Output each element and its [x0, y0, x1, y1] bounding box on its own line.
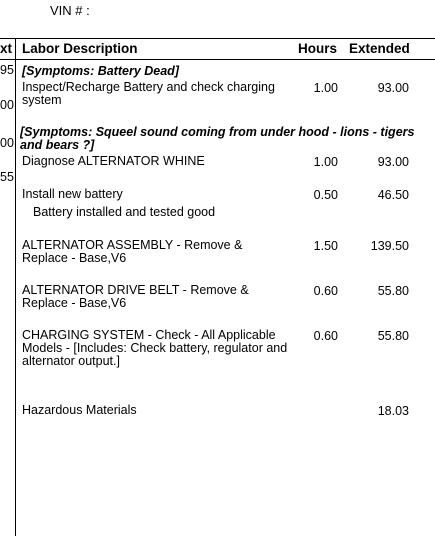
- header-labor-description: Labor Description: [22, 41, 138, 56]
- header-extended: Extended: [349, 41, 410, 56]
- labor-description: Diagnose ALTERNATOR WHINE: [22, 154, 205, 168]
- symptom-line: [Symptoms: Squeel sound coming from under hood - lions - tigers and bears ?]: [20, 126, 415, 152]
- labor-extended: 55.80: [377, 284, 409, 298]
- header-top-rule: [0, 38, 435, 39]
- left-fragment: 55: [0, 170, 14, 184]
- header-hours: Hours: [298, 41, 338, 56]
- labor-hours: 1.50: [313, 239, 338, 253]
- labor-description: Hazardous Materials: [22, 403, 137, 417]
- left-fragment: 00: [0, 136, 14, 150]
- header-left-cut: xt: [0, 41, 13, 56]
- labor-extended: 46.50: [377, 188, 409, 202]
- labor-description: Inspect/Recharge Battery and check charging system: [22, 81, 275, 107]
- labor-hours: 0.50: [313, 188, 338, 202]
- labor-hours: 0.60: [313, 329, 338, 343]
- vin-label: VIN # :: [50, 3, 90, 18]
- labor-description: ALTERNATOR DRIVE BELT - Remove & Replace - Base,V6: [22, 284, 249, 310]
- labor-description: ALTERNATOR ASSEMBLY - Remove & Replace - Base,V6: [22, 238, 243, 265]
- labor-hours: 0.60: [313, 284, 338, 298]
- symptom-line: [Symptoms: Battery Dead]: [22, 64, 179, 78]
- labor-hours: 1.00: [313, 81, 338, 95]
- labor-extended: 93.00: [377, 155, 409, 169]
- labor-hours: 1.00: [313, 155, 338, 169]
- column-divider: [15, 38, 16, 536]
- labor-extended: 55.80: [377, 329, 409, 343]
- labor-description: Install new battery: [22, 187, 123, 201]
- left-fragment: 95: [0, 63, 14, 77]
- header-bottom-rule: [0, 59, 435, 60]
- left-fragment: 00: [0, 98, 14, 112]
- labor-note: Battery installed and tested good: [33, 205, 216, 219]
- labor-extended: 139.50: [370, 239, 409, 253]
- labor-description: CHARGING SYSTEM - Check - All Applicable Models - [Includes: Check battery, regulator and alternator output.]: [22, 329, 288, 368]
- labor-extended: 18.03: [377, 404, 409, 418]
- labor-extended: 93.00: [377, 81, 409, 95]
